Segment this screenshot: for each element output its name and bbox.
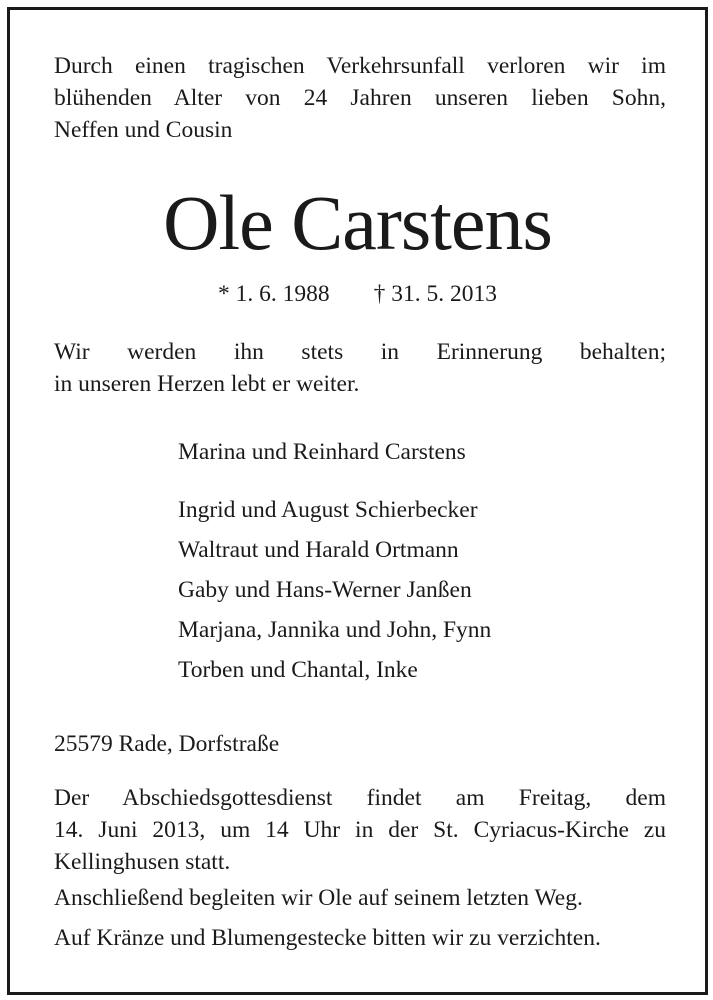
life-dates: [10, 278, 705, 310]
memory-text: [54, 336, 666, 400]
service-text: [54, 782, 666, 878]
address: 25579 Rade, Dorfstraße: [54, 731, 280, 757]
closing-after: Anschließend begleiten wir Ole auf seinem letzten Weg.: [54, 885, 583, 911]
mourner-name: Waltraut und Harald Ortmann: [178, 537, 459, 563]
mourner-name: Torben und Chantal, Inke: [178, 657, 418, 683]
intro-line: Durch einen tragischen Verkehrsunfall verloren wir im: [54, 53, 666, 79]
memory-line: Wir werden ihn stets in Erinnerung behalten;: [54, 339, 666, 365]
family-list: [178, 490, 678, 690]
intro-text: [54, 50, 666, 146]
birth-date: * 1. 6. 1988: [218, 281, 330, 307]
obituary-notice: [7, 7, 708, 995]
mourner-name: Ingrid und August Schierbecker: [178, 497, 478, 523]
memory-line: in unseren Herzen lebt er weiter.: [54, 371, 360, 397]
closing-flowers: Auf Kränze und Blumengestecke bitten wir zu verzichten.: [54, 925, 601, 951]
service-line: Der Abschiedsgottesdienst findet am Freitag, dem: [54, 785, 666, 811]
death-date: † 31. 5. 2013: [373, 281, 497, 307]
service-line: Kellinghusen statt.: [54, 849, 231, 875]
intro-line: blühenden Alter von 24 Jahren unseren lieben Sohn,: [54, 85, 666, 111]
mourner-name: Gaby und Hans-Werner Janßen: [178, 577, 472, 603]
mourner-name: Marjana, Jannika und John, Fynn: [178, 617, 492, 643]
service-line: 14. Juni 2013, um 14 Uhr in der St. Cyriacus-Kirche zu: [54, 817, 666, 843]
intro-line: Neffen und Cousin: [54, 117, 233, 143]
parents: [178, 432, 678, 472]
mourner-name: Marina und Reinhard Carstens: [178, 439, 466, 465]
deceased-name: Ole Carstens: [163, 179, 552, 266]
